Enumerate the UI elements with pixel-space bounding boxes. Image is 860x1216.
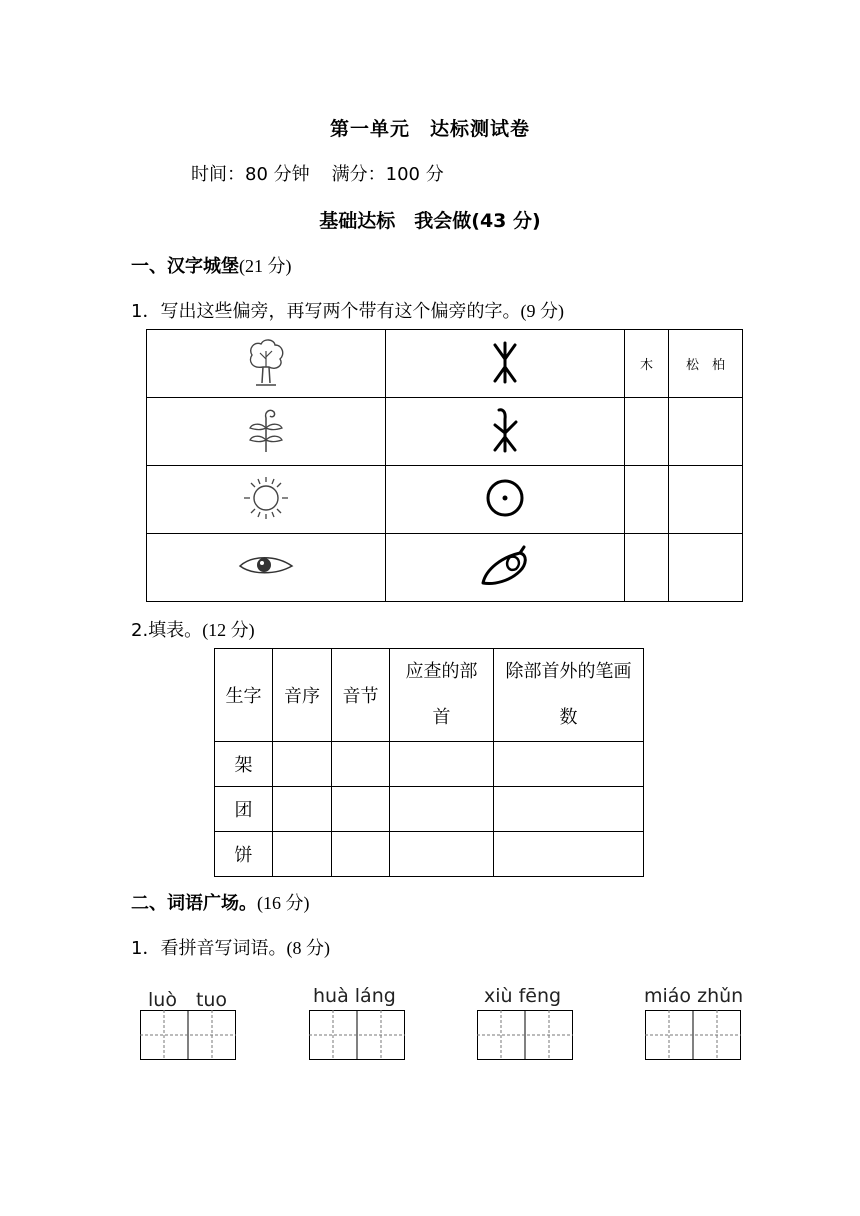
full-score: 满分：100 分 [331, 164, 444, 185]
char-cell: 饼 [215, 832, 273, 877]
tree-drawing-cell [147, 330, 386, 398]
radical-cell [625, 466, 669, 534]
rice-drawing-cell [147, 398, 386, 466]
question-2 [131, 616, 255, 642]
writing-grid[interactable] [140, 1010, 236, 1060]
question-2-label: 2.填表。 [131, 620, 203, 641]
tree-drawing-icon [244, 337, 288, 387]
section-2-heading [131, 889, 310, 915]
section-1-heading [131, 252, 292, 278]
radical-cell: 木 [625, 330, 669, 398]
header-syllable: 音节 [332, 649, 390, 742]
eye-glyph-cell [386, 534, 625, 602]
chars-cell [669, 398, 743, 466]
pinyin-3: xiù fēng [484, 985, 562, 1007]
section-1-label: 一、汉字城堡 [131, 256, 239, 277]
table-row [147, 330, 743, 398]
ancient-ri-glyph-icon [483, 476, 527, 520]
writing-grid[interactable] [309, 1010, 405, 1060]
page-title: 第一单元 达标测试卷 [329, 118, 530, 140]
ancient-he-glyph-icon [490, 407, 520, 453]
radical-cell [625, 534, 669, 602]
char-cell: 架 [215, 742, 273, 787]
pinyin-4: miáo zhǔn [644, 985, 744, 1007]
exam-info [191, 160, 466, 186]
table-row [147, 466, 743, 534]
section-2-label: 二、词语广场。 [131, 893, 257, 914]
pinyin-1: luò tuo [148, 989, 228, 1011]
time-limit: 时间：80 分钟 [191, 164, 310, 185]
question-3-label: 1．看拼音写词语。 [131, 938, 287, 959]
ancient-mu-glyph-icon [490, 340, 520, 384]
eye-drawing-cell [147, 534, 386, 602]
table-row [147, 534, 743, 602]
sun-drawing-icon [238, 475, 294, 521]
chars-cell: 松 柏 [669, 330, 743, 398]
header-radical [390, 649, 494, 742]
header-radical-text: 应查的部首 [405, 661, 478, 728]
header-order: 音序 [273, 649, 332, 742]
eye-drawing-icon [236, 551, 296, 581]
he-glyph-cell [386, 398, 625, 466]
ri-glyph-cell [386, 466, 625, 534]
subtitle: 基础达标 我会做(43 分) [319, 210, 541, 232]
question-1 [131, 297, 564, 323]
table-row [215, 832, 644, 877]
pinyin-2: huà láng [313, 985, 396, 1007]
header-strokes-text: 除部首外的笔画数 [505, 661, 632, 728]
chars-cell [669, 534, 743, 602]
char-cell: 团 [215, 787, 273, 832]
mu-glyph-cell [386, 330, 625, 398]
question-1-label: 1．写出这些偏旁，再写两个带有这个偏旁的字。 [131, 301, 521, 322]
question-1-points: (9 分) [520, 301, 564, 321]
table-row [147, 398, 743, 466]
table-header-row [215, 649, 644, 742]
table-row [215, 787, 644, 832]
question-3-points: (8 分) [286, 938, 330, 958]
section-1-points: (21 分) [239, 256, 292, 276]
chars-cell [669, 466, 743, 534]
header-strokes [494, 649, 644, 742]
ancient-mu-eye-glyph-icon [480, 543, 530, 589]
section-2-points: (16 分) [257, 893, 310, 913]
writing-grid[interactable] [645, 1010, 741, 1060]
header-char: 生字 [215, 649, 273, 742]
question-2-points: (12 分) [202, 620, 255, 640]
table-row [215, 742, 644, 787]
sun-drawing-cell [147, 466, 386, 534]
fill-table [214, 648, 644, 877]
question-3 [131, 934, 330, 960]
radical-cell [625, 398, 669, 466]
rice-plant-drawing-icon [244, 406, 288, 454]
writing-grid[interactable] [477, 1010, 573, 1060]
radical-table [146, 329, 743, 602]
